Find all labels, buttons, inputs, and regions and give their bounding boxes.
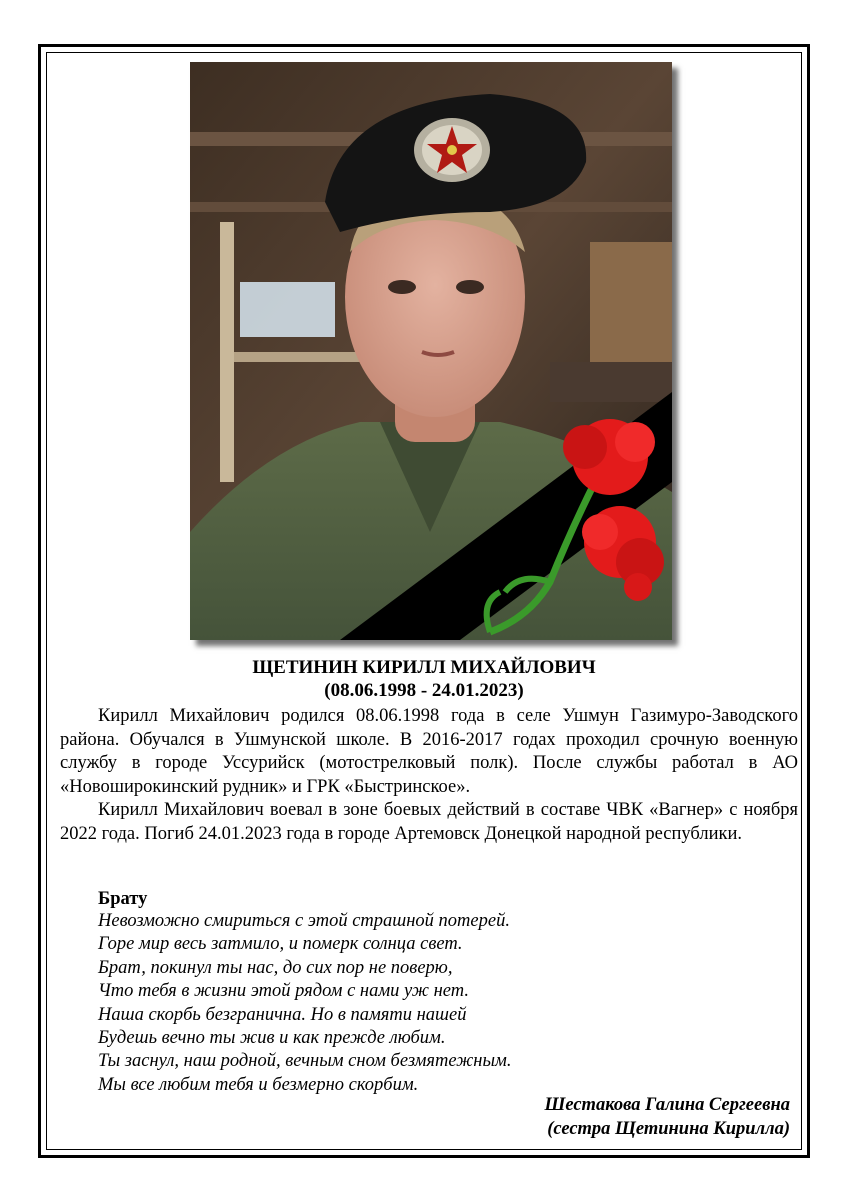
life-dates: (08.06.1998 - 24.01.2023) <box>324 680 524 701</box>
signature-relation: (сестра Щетинина Кирилла) <box>547 1119 790 1139</box>
poem-title: Брату <box>98 889 148 909</box>
bio-paragraph: Кирилл Михайлович воевал в зоне боевых действий в составе ЧВК «Вагнер» с ноября 2022 года. Погиб 24.01.2023 года в городе Артемовск Донецкой народной республики. <box>60 800 798 844</box>
soviet-star-cockade-icon <box>414 118 490 182</box>
poem-line: Что тебя в жизни этой рядом с нами уж нет. <box>98 981 469 1002</box>
poem-line: Будешь вечно ты жив и как прежде любим. <box>98 1028 446 1049</box>
poem-line: Ты заснул, наш родной, вечным сном безмятежным. <box>98 1051 512 1072</box>
poem-line: Брат, покинул ты нас, до сих пор не поверю, <box>98 957 453 978</box>
poem <box>98 910 511 1097</box>
poem-line: Горе мир весь затмило, и померк солнца свет. <box>98 934 463 955</box>
poem-line: Наша скорбь безгранична. Но в памяти нашей <box>98 1004 467 1025</box>
portrait-photo <box>190 62 672 640</box>
poem-line: Невозможно смириться с этой страшной потерей. <box>98 911 510 931</box>
signature-name: Шестакова Галина Сергеевна <box>544 1095 790 1115</box>
biography <box>60 705 798 846</box>
poem-line: Мы все любим тебя и безмерно скорбим. <box>98 1074 419 1095</box>
bio-paragraph: Кирилл Михайлович родился 08.06.1998 года в селе Ушмун Газимуро-Заводского района. Обучался в Ушмунской школе. В 2016-2017 годах проходил срочную военную службу в городе Уссурийск (мотострелковый полк). После службы работал в АО «Новоширокинский рудник» и ГРК «Быстринское». <box>60 706 798 797</box>
person-name-heading: ЩЕТИНИН КИРИЛЛ МИХАЙЛОВИЧ <box>252 657 596 678</box>
